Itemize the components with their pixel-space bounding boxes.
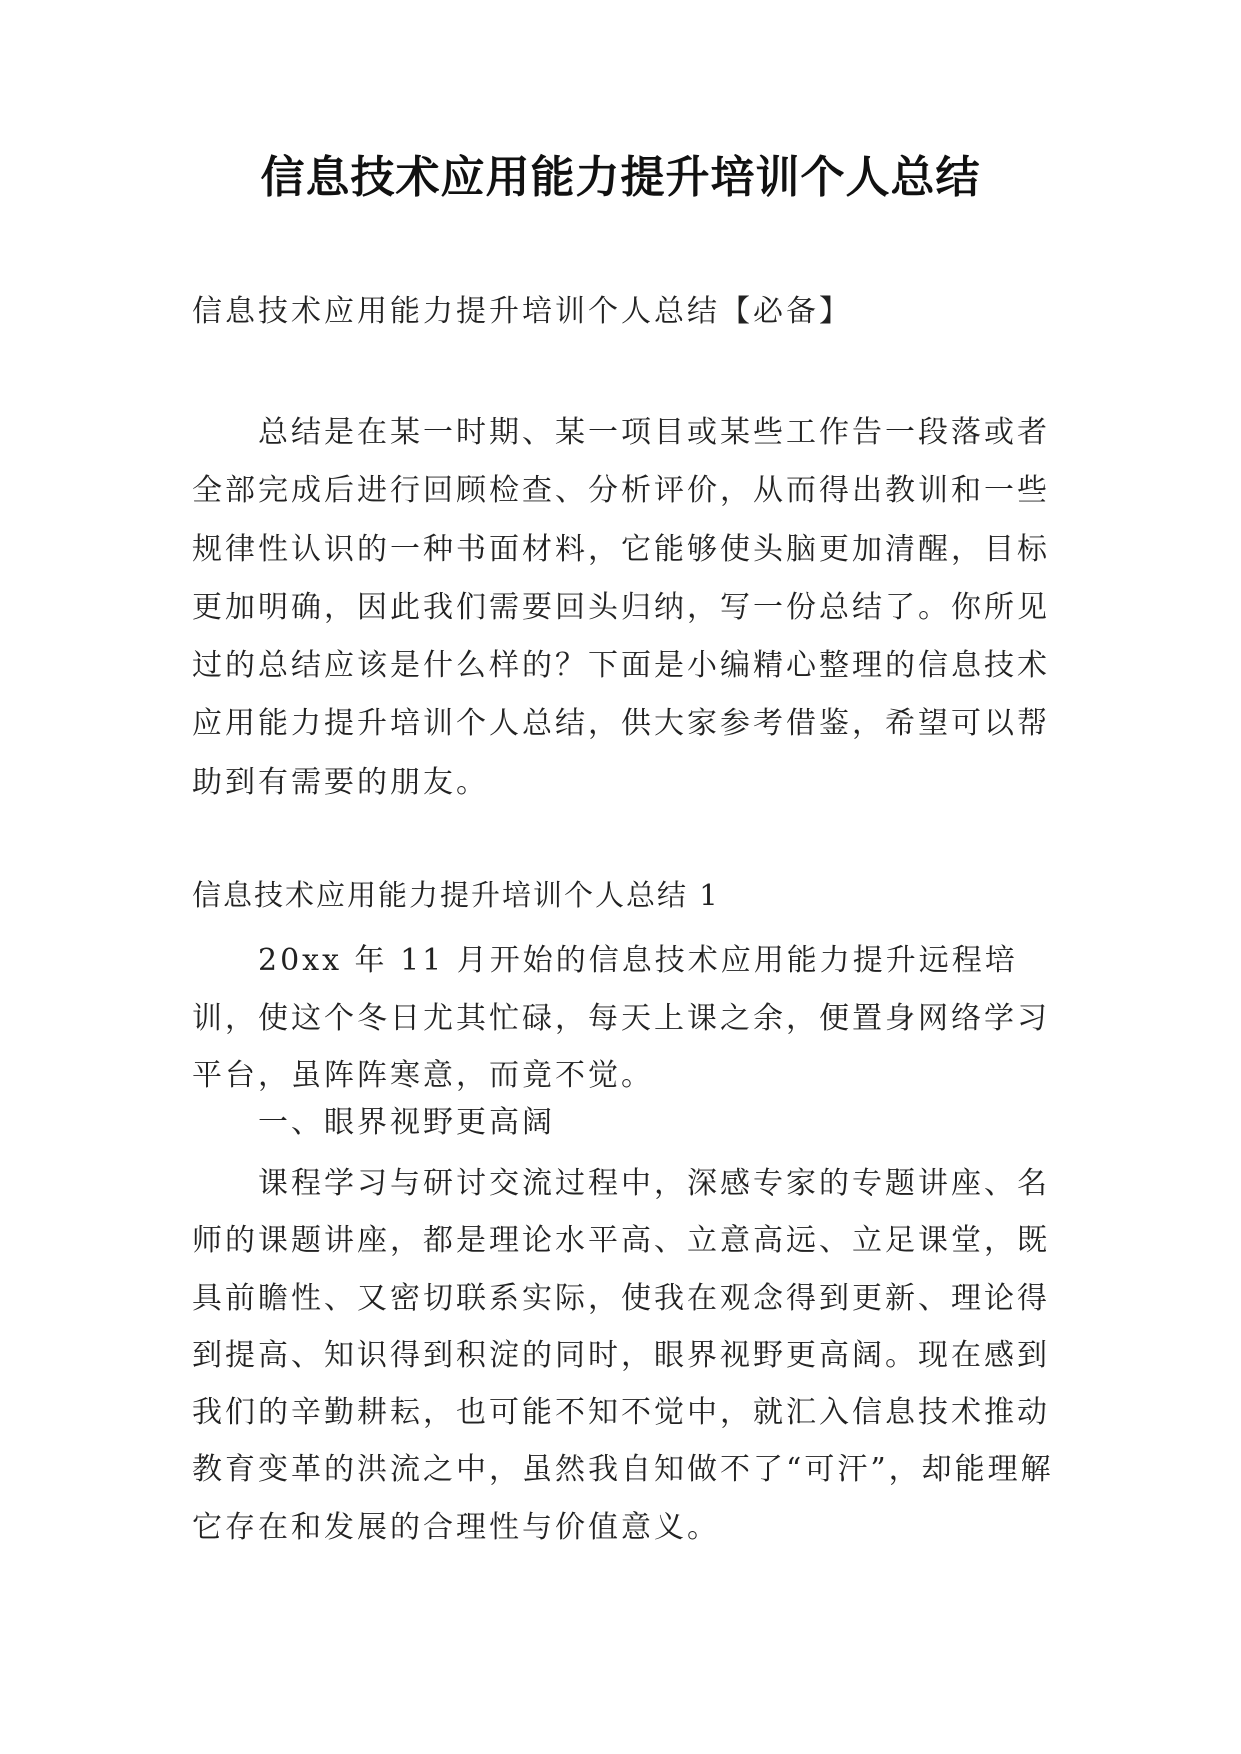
section-heading: 信息技术应用能力提升培训个人总结 1 [192,878,720,912]
document-subtitle: 信息技术应用能力提升培训个人总结【必备】 [192,294,852,329]
point-heading: 一、眼界视野更高阔 [258,1105,555,1140]
page-title: 信息技术应用能力提升培训个人总结 [260,152,981,203]
section-intro-paragraph: 20xx 年 11 月开始的信息技术应用能力提升远程培训，使这个冬日尤其忙碌，每天上课之余，便置身网络学习平台，虽阵阵寒意，而竟不觉。 [192,943,1050,1093]
point-body-paragraph: 课程学习与研讨交流过程中，深感专家的专题讲座、名师的课题讲座，都是理论水平高、立意高远、立足课堂，既具前瞻性、又密切联系实际，使我在观念得到更新、理论得到提高、知识得到积淀的同时，眼界视野更高阔。现在感到我们的辛勤耕耘，也可能不知不觉中，就汇入信息技术推动教育变革的洪流之中，虽然我自知做不了“可汗”，却能理解它存在和发展的合理性与价值意义。 [192,1166,1054,1545]
intro-paragraph: 总结是在某一时期、某一项目或某些工作告一段落或者全部完成后进行回顾检查、分析评价，从而得出教训和一些规律性认识的一种书面材料，它能够使头脑更加清醒，目标更加明确，因此我们需要回头归纳，写一份总结了。你所见过的总结应该是什么样的？下面是小编精心整理的信息技术应用能力提升培训个人总结，供大家参考借鉴，希望可以帮助到有需要的朋友。 [192,415,1050,800]
